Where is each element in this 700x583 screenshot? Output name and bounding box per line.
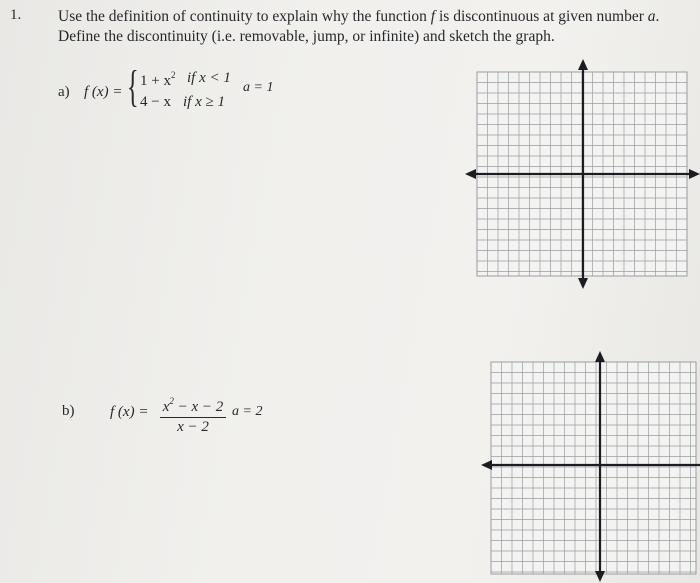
x-axis-left-arrow-icon xyxy=(481,460,492,470)
instruction-line-2: Define the discontinuity (i.e. removable, jump, or infinite) and sketch the graph. xyxy=(58,28,555,45)
part-a-case-2-expr: 4 − x xyxy=(140,94,171,110)
instruction-line-1: Use the definition of continuity to explain why the function f is discontinuous at given number a. xyxy=(58,8,660,25)
x-axis-left-arrow-icon xyxy=(465,169,476,179)
part-a-function-lhs: f (x) = xyxy=(84,84,123,100)
part-b-label: b) xyxy=(62,403,75,419)
part-b-function-lhs: f (x) = xyxy=(110,404,149,420)
y-axis-down-arrow-icon xyxy=(595,571,605,582)
part-b-point: a = 2 xyxy=(232,404,263,419)
part-b-numerator: $x^2 - x - 2$ xyxy=(162,396,224,415)
y-axis-up-arrow-icon xyxy=(578,59,588,70)
y-axis-down-arrow-icon xyxy=(578,278,588,289)
part-a-case-1-expr: $1 + x^2$ xyxy=(140,70,176,89)
question-number: 1. xyxy=(10,7,22,23)
part-a-label: a) xyxy=(58,84,70,100)
graph-grid-a[interactable] xyxy=(462,58,700,290)
question-instructions xyxy=(58,7,688,47)
graph-grid-b[interactable] xyxy=(478,350,700,583)
x-axis-right-arrow-icon xyxy=(689,169,700,179)
y-axis-up-arrow-icon xyxy=(595,351,605,362)
part-a-case-1-condition: if x < 1 xyxy=(187,70,231,86)
piecewise-brace-icon: { xyxy=(127,62,139,111)
part-b-denominator: x − 2 xyxy=(177,419,209,435)
part-a-case-2-condition: if x ≥ 1 xyxy=(183,94,225,110)
fraction-bar xyxy=(160,417,226,418)
part-a-point: a = 1 xyxy=(243,80,274,95)
part-b-fraction xyxy=(160,393,226,436)
grid-b-lines xyxy=(491,362,696,574)
